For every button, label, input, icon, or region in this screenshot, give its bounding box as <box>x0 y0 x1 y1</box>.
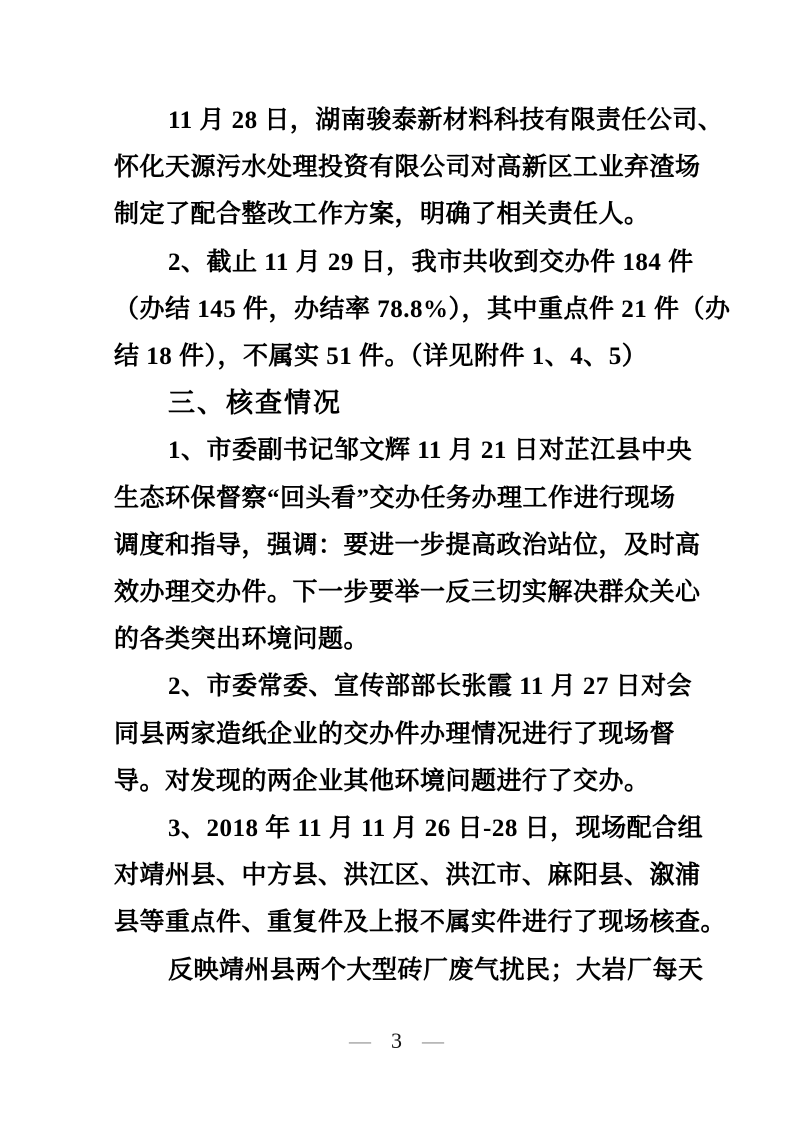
text-line: 2、截止 11 月 29 日，我市共收到交办件 184 件 <box>168 248 694 276</box>
text-line: 怀化天源污水处理投资有限公司对高新区工业弃渣场 <box>114 154 701 182</box>
text-line: 1、市委副书记邹文辉 11 月 21 日对芷江县中央 <box>168 437 693 465</box>
text-line: 生态环保督察“回头看”交办任务办理工作进行现场 <box>114 484 676 512</box>
text-line: 反映靖州县两个大型砖厂废气扰民；大岩厂每天 <box>168 956 704 984</box>
text-line: 对靖州县、中方县、洪江区、洪江市、麻阳县、溆浦 <box>114 862 701 890</box>
section-heading: 三、核查情况 <box>168 388 342 419</box>
text-line: 2、市委常委、宣传部部长张霞 11 月 27 日对会 <box>168 673 693 701</box>
text-line: （办结 145 件，办结率 78.8%），其中重点件 21 件（办 <box>114 295 731 323</box>
footer-dash-left: — <box>349 1028 371 1053</box>
text-line: 的各类突出环境问题。 <box>114 626 370 654</box>
document-body <box>114 97 731 994</box>
text-line: 效办理交办件。下一步要举一反三切实解决群众关心 <box>114 579 701 607</box>
text-line: 3、2018 年 11 月 11 月 26 日-28 日，现场配合组 <box>168 815 704 843</box>
text-line: 县等重点件、重复件及上报不属实件进行了现场核查。 <box>114 909 727 937</box>
page-number: 3 <box>391 1028 402 1053</box>
text-line: 调度和指导，强调：要进一步提高政治站位，及时高 <box>114 531 701 559</box>
text-line: 11 月 28 日，湖南骏泰新材料科技有限责任公司、 <box>168 107 724 134</box>
page-footer <box>0 1026 793 1056</box>
text-line: 制定了配合整改工作方案，明确了相关责任人。 <box>114 201 650 229</box>
text-line: 结 18 件），不属实 51 件。（详见附件 1、4、5） <box>114 343 648 371</box>
footer-dash-right: — <box>422 1028 444 1053</box>
text-line: 导。对发现的两企业其他环境问题进行了交办。 <box>114 767 650 795</box>
text-line: 同县两家造纸企业的交办件办理情况进行了现场督 <box>114 720 676 748</box>
